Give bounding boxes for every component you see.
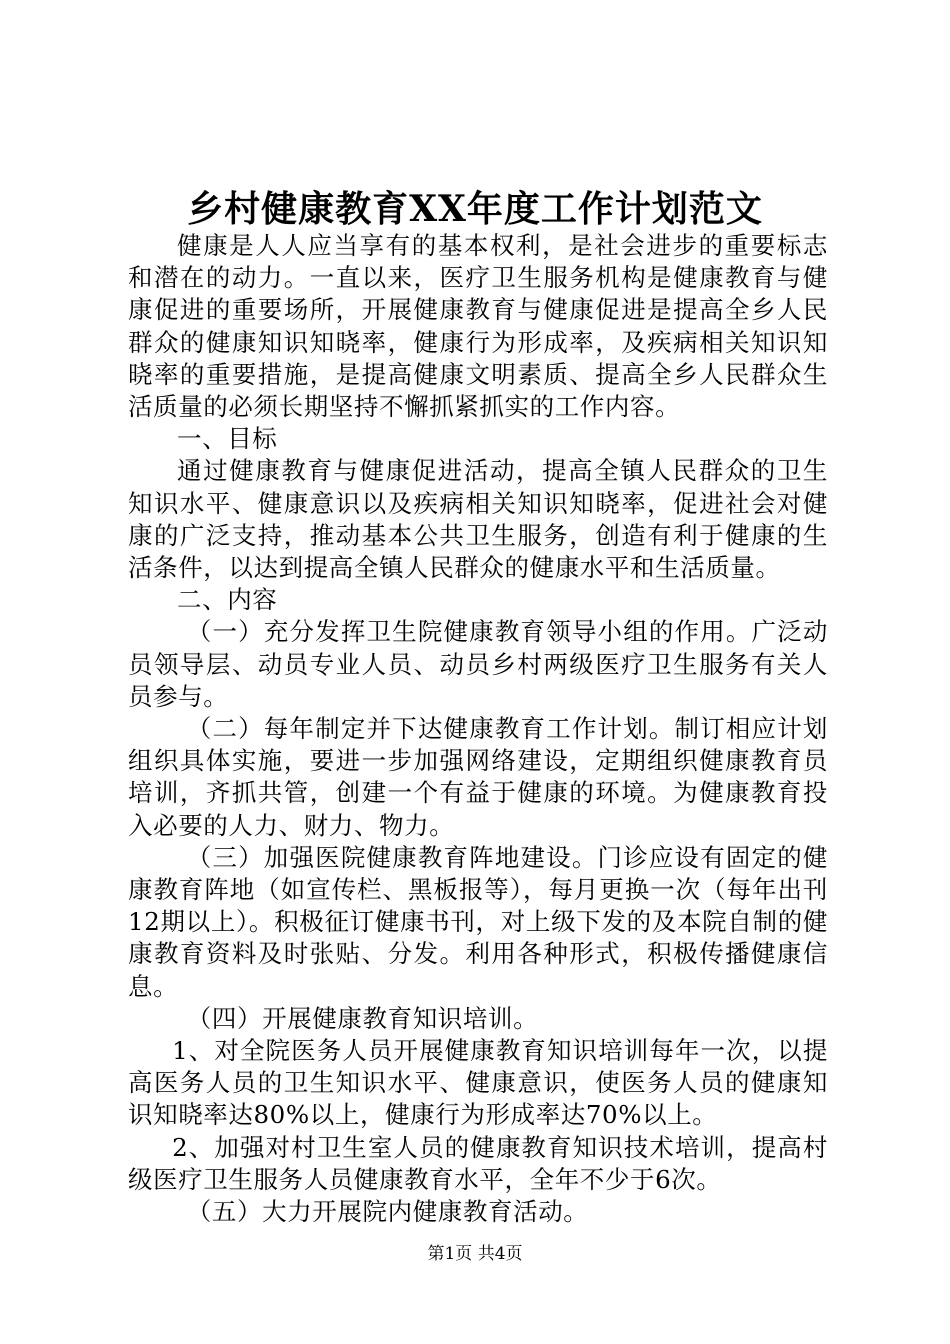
paragraph-item-1: （一）充分发挥卫生院健康教育领导小组的作用。广泛动员领导层、动员专业人员、动员乡村两级医疗卫生服务有关人员参与。 bbox=[128, 617, 828, 711]
paragraph-goals: 通过健康教育与健康促进活动，提高全镇人民群众的卫生知识水平、健康意识以及疾病相关知识知晓率，促进社会对健康的广泛支持，推动基本公共卫生服务，创造有利于健康的生活条件，以达到提高全镇人民群众的健康水平和生活质量。 bbox=[128, 456, 828, 583]
document-title: 乡村健康教育XX年度工作计划范文 bbox=[187, 188, 763, 230]
paragraph-item-4-1: 1、对全院医务人员开展健康教育知识培训每年一次，以提高医务人员的卫生知识水平、健康意识，使医务人员的健康知识知晓率达80%以上，健康行为形成率达70%以上。 bbox=[128, 1036, 828, 1130]
paragraph-item-4-2: 2、加强对村卫生室人员的健康教育知识技术培训，提高村级医疗卫生服务人员健康教育水平，全年不少于6次。 bbox=[128, 1132, 828, 1194]
document-body bbox=[128, 230, 828, 1228]
paragraph-item-4: （四）开展健康教育知识培训。 bbox=[186, 1003, 539, 1033]
paragraph-item-2: （二）每年制定并下达健康教育工作计划。制订相应计划组织具体实施，要进一步加强网络建设，定期组织健康教育员培训，齐抓共管，创建一个有益于健康的环境。为健康教育投入必要的人力、财力、物力。 bbox=[128, 714, 828, 840]
paragraph-item-5: （五）大力开展院内健康教育活动。 bbox=[186, 1197, 589, 1227]
paragraph-item-3: （三）加强医院健康教育阵地建设。门诊应设有固定的健康教育阵地（如宣传栏、黑板报等），每月更换一次（每年出刊12期以上）。积极征订健康书刊，对上级下发的及本院自制的健康教育资料及时张贴、分发。利用各种形式，积极传播健康信息。 bbox=[128, 842, 828, 1001]
section-heading-goals: 一、目标 bbox=[177, 424, 278, 454]
paragraph-intro: 健康是人人应当享有的基本权利，是社会进步的重要标志和潜在的动力。一直以来，医疗卫生服务机构是健康教育与健康促进的重要场所，开展健康教育与健康促进是提高全乡人民群众的健康知识知晓率，健康行为形成率，及疾病相关知识知晓率的重要措施，是提高健康文明素质、提高全乡人民群众生活质量的必须长期坚持不懈抓紧抓实的工作内容。 bbox=[128, 231, 828, 422]
section-heading-content: 二、内容 bbox=[177, 585, 278, 615]
page-footer: 第1页 共4页 bbox=[427, 1244, 523, 1264]
